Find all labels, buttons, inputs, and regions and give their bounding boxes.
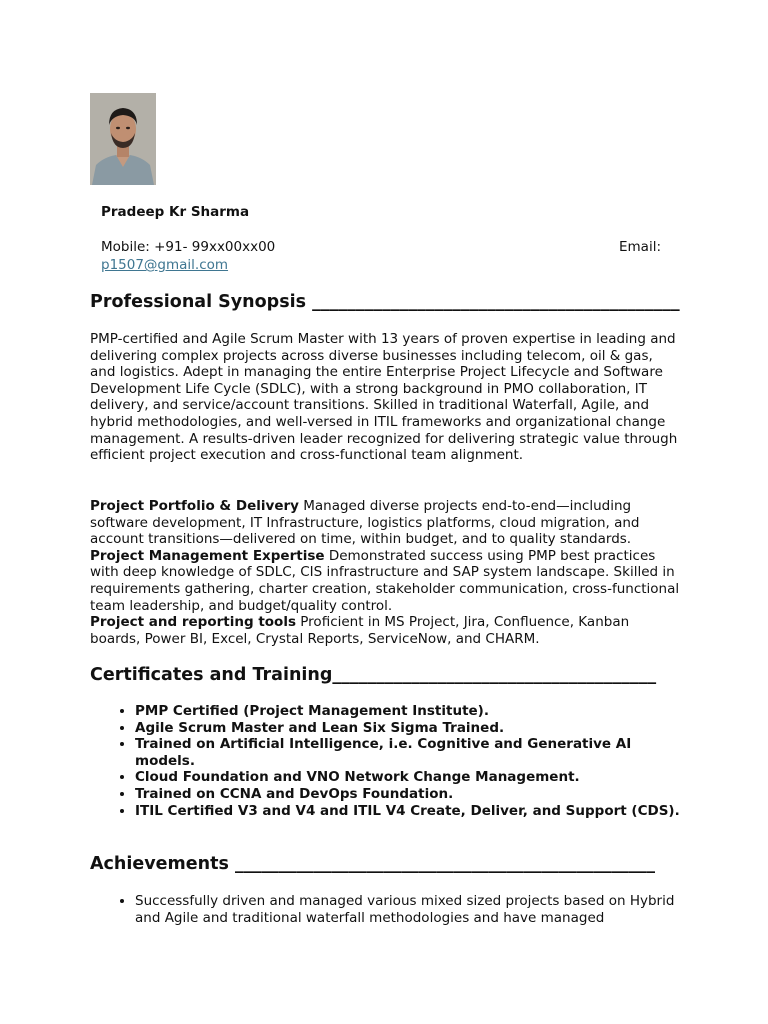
email-label: Email: xyxy=(619,239,662,255)
certificates-list xyxy=(90,703,680,819)
expertise-heading: Project Portfolio & Delivery xyxy=(90,498,299,514)
expertise-text: Demonstrated success using PMP best practices with deep knowledge of SDLC, CIS infrastructure and SAP system landscape. Skilled in requirements gathering, charter creation, stakeholder communication, cross-functional team leadership, and budget/quality control. xyxy=(90,547,680,614)
profile-photo xyxy=(90,93,156,185)
section-title-certificates-text: Certificates and Training xyxy=(90,665,333,685)
expertise-block xyxy=(90,498,680,647)
list-item: • ITIL Certified V3 and V4 and ITIL V4 Create, Deliver, and Support (CDS). xyxy=(135,803,680,820)
expertise-text: Managed diverse projects end-to-end—including software development, IT Infrastructure, logistics platforms, cloud migration, and account transitions—delivered on time, within budget, and to quality standards. xyxy=(90,498,640,548)
section-rule: ________________________________________________ xyxy=(234,854,655,874)
email-link[interactable]: p1507@gmail.com xyxy=(101,257,229,273)
section-title-achievements xyxy=(90,853,655,875)
list-item: • Successfully driven and managed various mixed sized projects based on Hybrid and Agile and traditional waterfall methodologies and have managed xyxy=(135,893,680,926)
section-title-synopsis xyxy=(90,291,680,313)
section-title-achievements-text: Achievements xyxy=(90,854,235,874)
expertise-text: Proficient in MS Project, Jira, Confluence, Kanban boards, Power BI, Excel, Crystal Reports, ServiceNow, and CHARM. xyxy=(90,614,630,647)
list-item: • Trained on Artificial Intelligence, i.e. Cognitive and Generative AI models. xyxy=(135,736,680,769)
list-item: • Agile Scrum Master and Lean Six Sigma Trained. xyxy=(135,720,680,737)
list-item: • Cloud Foundation and VNO Network Change Management. xyxy=(135,769,680,786)
section-title-certificates xyxy=(90,664,656,686)
section-rule: _____________________________________ xyxy=(332,665,657,685)
achievements-list xyxy=(90,893,680,926)
expertise-heading: Project Management Expertise xyxy=(90,547,325,564)
mobile-number: Mobile: +91- 99xx00xx00 xyxy=(101,239,276,255)
expertise-heading: Project and reporting tools xyxy=(90,614,296,631)
candidate-name: Pradeep Kr Sharma xyxy=(101,204,250,220)
list-item: • Trained on CCNA and DevOps Foundation. xyxy=(135,786,680,803)
section-title-synopsis-text: Professional Synopsis xyxy=(90,292,313,312)
list-item: • PMP Certified (Project Management Institute). xyxy=(135,703,680,720)
synopsis-paragraph: PMP-certified and Agile Scrum Master with 13 years of proven expertise in leading and delivering complex projects across diverse businesses including telecom, oil & gas, and logistics. Adept in managing the entire Enterprise Project Lifecycle and Software Development Life Cycle (SDLC), with a strong background in PMO collaboration, IT delivery, and service/account transitions. Skilled in traditional Waterfall, Agile, and hybrid methodologies, and well-versed in ITIL frameworks and organizational change management. A results-driven leader recognized for delivering strategic value through efficient project execution and cross-functional team alignment. xyxy=(90,331,678,464)
section-rule: __________________________________________ xyxy=(312,292,680,312)
